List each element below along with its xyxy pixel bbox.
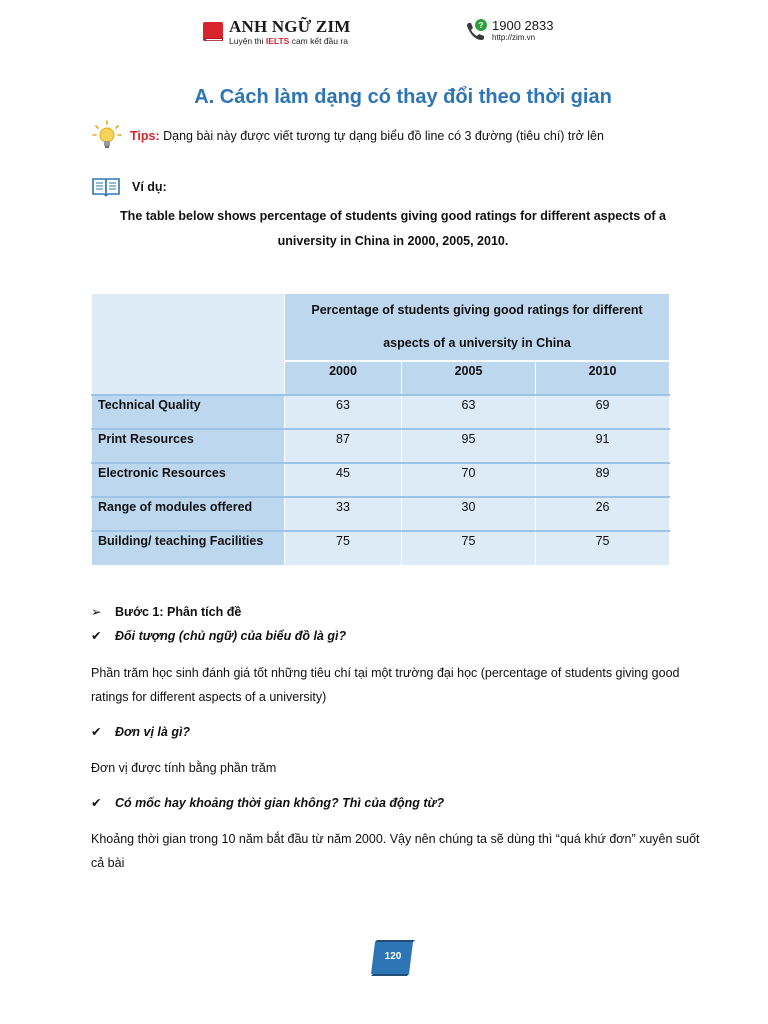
table-row — [92, 531, 670, 565]
year-header: 2000 — [285, 361, 402, 395]
table-row — [92, 429, 670, 463]
table-cell: 70 — [402, 463, 536, 497]
table-caption-line2: aspects of a university in China — [383, 336, 571, 350]
table-cell: 63 — [402, 395, 536, 429]
task-prompt: The table below shows percentage of students giving good ratings for different aspects of a university in China in 2000, 2005, 2010. — [120, 209, 666, 248]
table-caption — [285, 294, 670, 362]
table-cell: 91 — [536, 429, 670, 463]
hotline-number: 1900 2833 — [492, 18, 554, 33]
section-title: A. Cách làm dạng có thay đổi theo thời gian — [194, 86, 612, 108]
table-row — [92, 497, 670, 531]
year-header: 2010 — [536, 361, 670, 395]
brand-logo — [201, 18, 351, 47]
book-logo-icon — [201, 20, 225, 42]
website-url[interactable]: http://zim.vn — [492, 33, 536, 42]
answer-2: Đơn vị được tính bằng phần trăm — [91, 761, 277, 775]
arrow-bullet-icon: ➢ — [91, 605, 102, 619]
brand-name: ANH NGỮ ZIM — [229, 17, 351, 36]
question-2: ✔ Đơn vị là gì? — [91, 725, 191, 739]
tips-row — [92, 120, 604, 152]
table-cell: 75 — [285, 531, 402, 565]
row-label: Range of modules offered — [92, 497, 285, 531]
contact-info — [464, 18, 553, 44]
answer-1: Phần trăm học sinh đánh giá tốt những tiêu chí tại một trường đại học (percentage of students giving good ratings for different aspects of a university) — [91, 666, 680, 704]
table-corner-cell — [92, 294, 285, 396]
table-row — [92, 395, 670, 429]
table-cell: 63 — [285, 395, 402, 429]
table-cell: 30 — [402, 497, 536, 531]
ratings-table — [91, 293, 670, 566]
page-number: 120 — [384, 951, 402, 962]
question-3: ✔ Có mốc hay khoảng thời gian không? Thì của động từ? — [91, 796, 445, 810]
row-label: Technical Quality — [92, 395, 285, 429]
example-row — [92, 176, 167, 198]
answer-3: Khoảng thời gian trong 10 năm bắt đầu từ năm 2000. Vậy nên chúng ta sẽ dùng thì “quá khứ đơn” xuyên suốt cả bài — [91, 832, 700, 870]
table-cell: 95 — [402, 429, 536, 463]
example-label: Ví dụ: — [132, 180, 167, 194]
year-header: 2005 — [402, 361, 536, 395]
checkmark-icon: ✔ — [91, 725, 102, 739]
table-cell: 75 — [536, 531, 670, 565]
page-number-badge — [369, 938, 417, 978]
row-label: Building/ teaching Facilities — [92, 531, 285, 565]
table-caption-line1: Percentage of students giving good ratings for different — [311, 303, 643, 317]
table-cell: 45 — [285, 463, 402, 497]
brand-tagline: Luyện thi IELTS cam kết đầu ra — [229, 36, 348, 46]
svg-text:?: ? — [478, 21, 484, 30]
row-label: Electronic Resources — [92, 463, 285, 497]
checkmark-icon: ✔ — [91, 796, 102, 810]
row-label: Print Resources — [92, 429, 285, 463]
table-cell: 75 — [402, 531, 536, 565]
table-cell: 33 — [285, 497, 402, 531]
table-cell: 26 — [536, 497, 670, 531]
phone-support-icon — [464, 18, 490, 44]
open-book-icon — [92, 176, 120, 198]
table-cell: 89 — [536, 463, 670, 497]
lightbulb-icon — [92, 120, 122, 152]
table-cell: 87 — [285, 429, 402, 463]
table-row — [92, 463, 670, 497]
step-heading: ➢ Bước 1: Phân tích đề — [91, 605, 242, 619]
tips-text: Tips: Dạng bài này được viết tương tự dạng biểu đồ line có 3 đường (tiêu chí) trở lên — [130, 129, 604, 143]
question-1: ✔ Đối tượng (chủ ngữ) của biểu đồ là gì? — [91, 629, 347, 643]
checkmark-icon: ✔ — [91, 629, 102, 643]
table-cell: 69 — [536, 395, 670, 429]
